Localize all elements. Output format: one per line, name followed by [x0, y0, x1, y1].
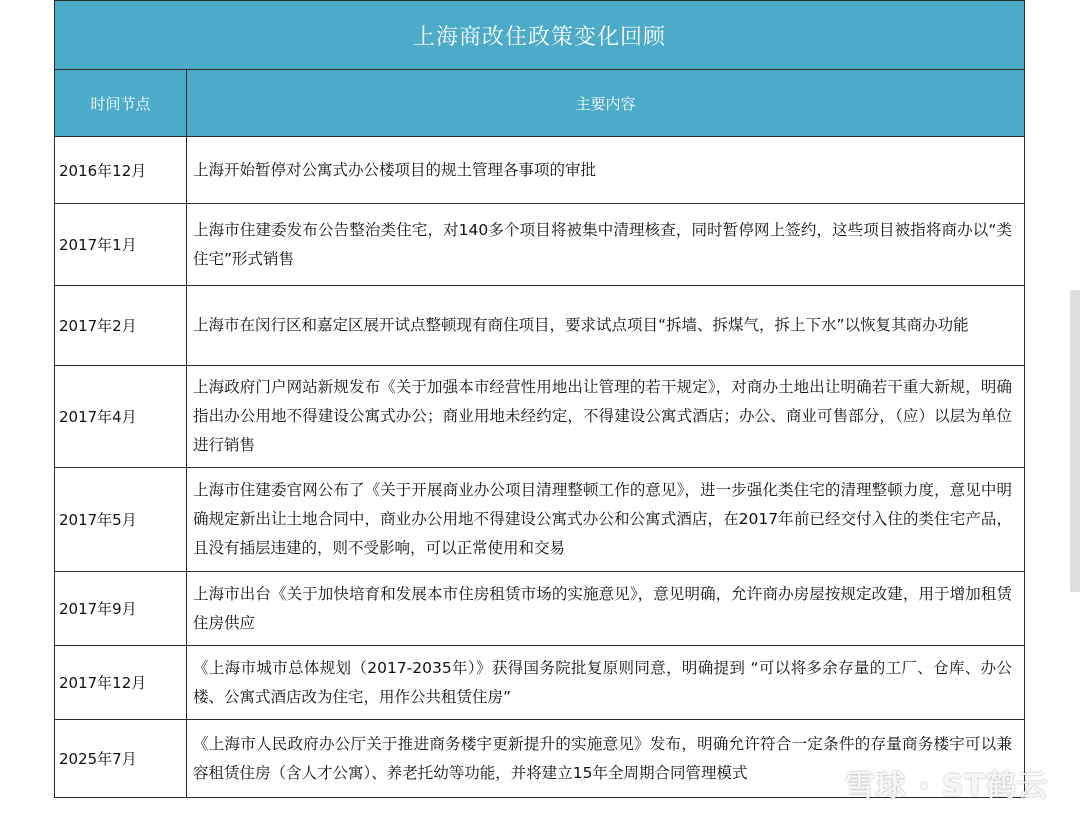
row-content: 上海市住建委发布公告整治类住宅，对140多个项目将被集中清理核查，同时暂停网上签约，这些项目被指将商办以“类住宅”形式销售 — [187, 204, 1025, 286]
table-row — [55, 646, 1025, 720]
column-header-content: 主要内容 — [187, 70, 1025, 137]
table-row — [55, 204, 1025, 286]
row-content: 《上海市城市总体规划（2017-2035年）》获得国务院批复原则同意，明确提到 “可以将多余存量的工厂、仓库、办公楼、公寓式酒店改为住宅，用作公共租赁住房” — [187, 646, 1025, 720]
row-date: 2017年9月 — [55, 572, 187, 646]
table-title: 上海商改住政策变化回顾 — [55, 1, 1025, 70]
table-row — [55, 572, 1025, 646]
row-date: 2017年5月 — [55, 468, 187, 572]
row-date: 2017年4月 — [55, 366, 187, 468]
row-date: 2025年7月 — [55, 720, 187, 798]
row-content: 上海市在闵行区和嘉定区展开试点整顿现有商住项目，要求试点项目“拆墙、拆煤气，拆上下水”以恢复其商办功能 — [187, 286, 1025, 366]
table-row — [55, 286, 1025, 366]
table-row — [55, 366, 1025, 468]
table-row — [55, 468, 1025, 572]
column-header-date: 时间节点 — [55, 70, 187, 137]
row-date: 2017年12月 — [55, 646, 187, 720]
policy-table — [54, 0, 1025, 798]
row-content: 上海政府门户网站新规发布《关于加强本市经营性用地出让管理的若干规定》，对商办土地出让明确若干重大新规，明确指出办公用地不得建设公寓式办公；商业用地未经约定，不得建设公寓式酒店；办公、商业可售部分，（应）以层为单位进行销售 — [187, 366, 1025, 468]
scrollbar[interactable] — [1070, 290, 1080, 592]
watermark: 雪球 · ST鹤云 — [844, 769, 1048, 804]
row-date: 2017年1月 — [55, 204, 187, 286]
row-content: 上海开始暂停对公寓式办公楼项目的规土管理各事项的审批 — [187, 137, 1025, 204]
row-content: 《上海市人民政府办公厅关于推进商务楼宇更新提升的实施意见》发布，明确允许符合一定条件的存量商务楼宇可以兼容租赁住房（含人才公寓）、养老托幼等功能，并将建立15年全周期合同管理模式 — [187, 720, 1025, 798]
table-row — [55, 137, 1025, 204]
row-content: 上海市出台《关于加快培育和发展本市住房租赁市场的实施意见》，意见明确，允许商办房屋按规定改建，用于增加租赁住房供应 — [187, 572, 1025, 646]
row-date: 2016年12月 — [55, 137, 187, 204]
row-content: 上海市住建委官网公布了《关于开展商业办公项目清理整顿工作的意见》，进一步强化类住宅的清理整顿力度，意见中明确规定新出让土地合同中，商业办公用地不得建设公寓式办公和公寓式酒店，在2017年前已经交付入住的类住宅产品，且没有插层违建的，则不受影响，可以正常使用和交易 — [187, 468, 1025, 572]
row-date: 2017年2月 — [55, 286, 187, 366]
